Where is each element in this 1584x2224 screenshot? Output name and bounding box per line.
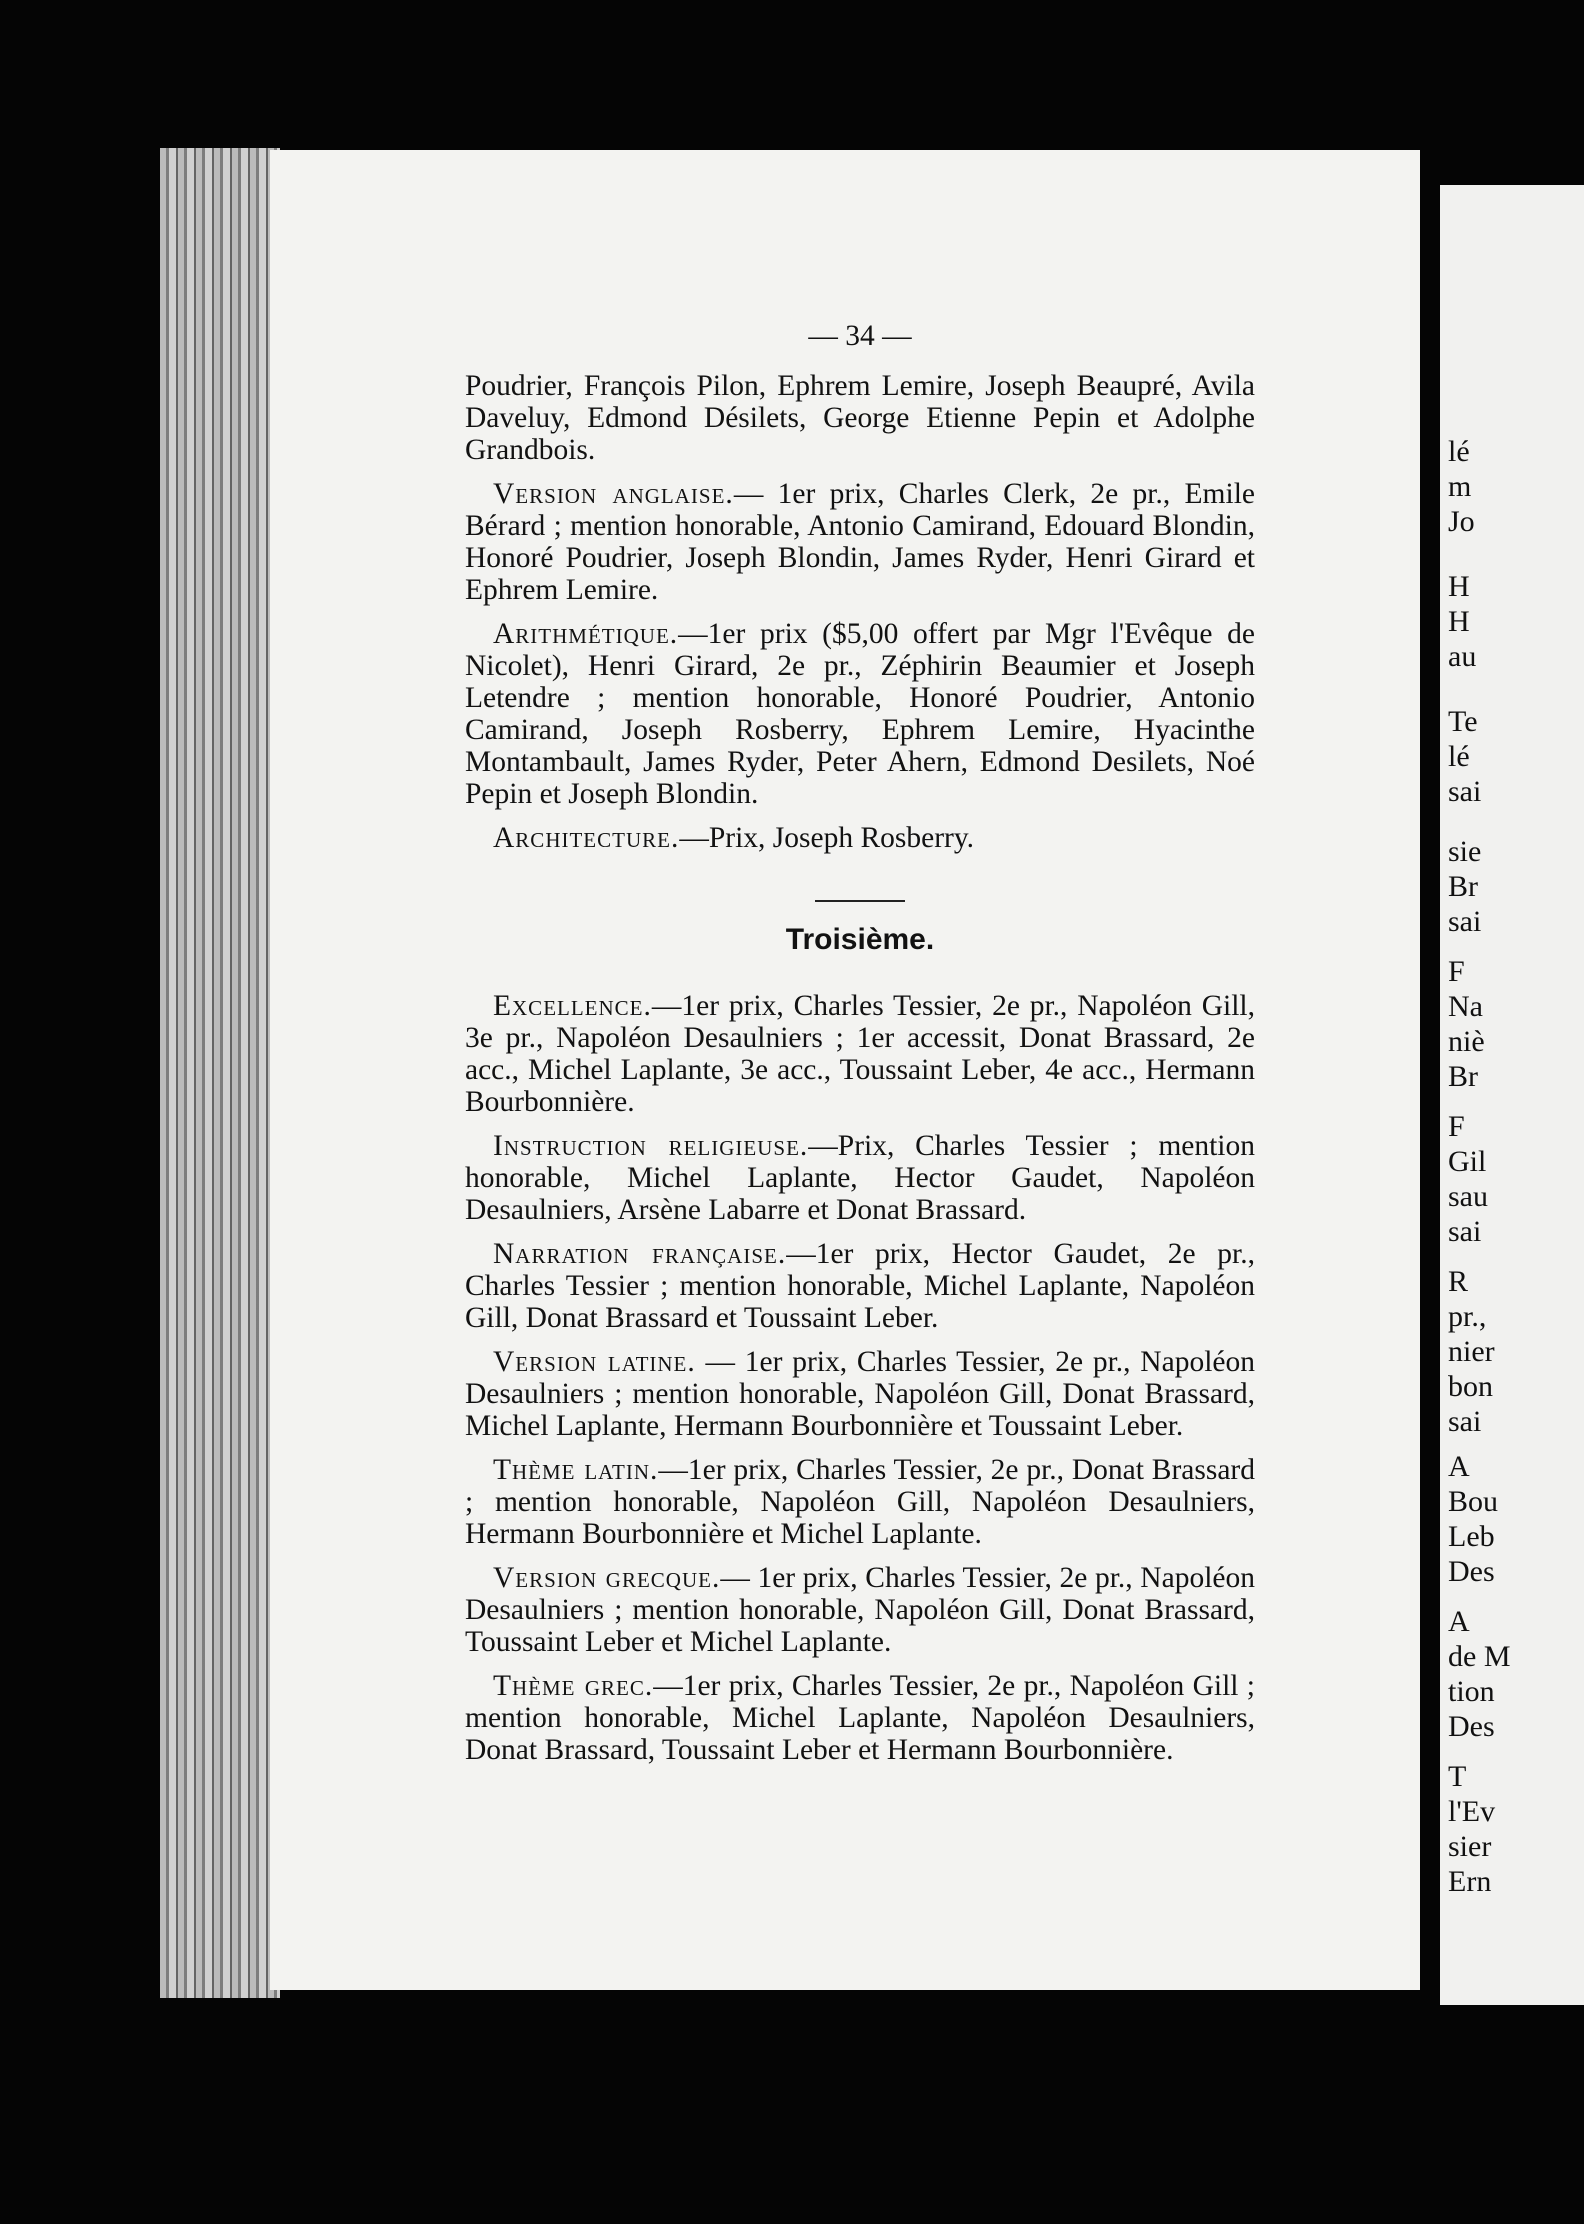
section-divider <box>815 900 905 902</box>
right-page-fragment: nier <box>1448 1335 1495 1368</box>
paragraph-text: —1er prix ($5,00 offert par Mgr l'Evêque de Nicolet), Henri Girard, 2e pr., Zéphirin Beaumier et Joseph Letendre ; mention honorable, Honoré Poudrier, Antonio Camirand, Joseph Rosberry, Ephrem Lemire, Hyacinthe Montambault, James Ryder, Peter Ahern, Edmond Desilets, Noé Pepin et Joseph Blondin. <box>465 618 1255 810</box>
right-page-fragment: Br <box>1448 1060 1478 1093</box>
paragraph-text: —1er prix, Charles Tessier, 2e pr., Donat Brassard ; mention honorable, Napoléon Gill, Napoléon Desaulniers, Hermann Bourbonnière et Michel Laplante. <box>465 1454 1255 1550</box>
paragraph-text: —Prix, Joseph Rosberry. <box>679 822 975 854</box>
paragraph <box>465 822 1255 854</box>
right-page-fragment: tion <box>1448 1675 1495 1708</box>
paragraph-lead: Version grecque. <box>493 1562 721 1594</box>
right-page-fragment: sai <box>1448 905 1482 938</box>
paragraph <box>465 1562 1255 1658</box>
paragraph <box>465 1454 1255 1550</box>
paragraph <box>465 990 1255 1118</box>
right-page-fragment: Na <box>1448 990 1483 1023</box>
paragraph-lead: Version latine. <box>493 1346 696 1378</box>
page-number: — 34 — <box>808 320 912 352</box>
right-page-fragment: sai <box>1448 1215 1482 1248</box>
book-gutter <box>160 148 280 1998</box>
paragraph <box>465 478 1255 606</box>
paragraph-lead: Excellence. <box>493 990 652 1022</box>
right-page-fragment: Des <box>1448 1555 1495 1588</box>
right-page-fragment: Ern <box>1448 1865 1492 1898</box>
paragraph-text: — 1er prix, Charles Tessier, 2e pr., Napoléon Desaulniers ; mention honorable, Napoléon Gill, Donat Brassard, Toussaint Leber et Michel Laplante. <box>465 1562 1255 1658</box>
right-page-fragment: Leb <box>1448 1520 1495 1553</box>
right-page-fragment: sau <box>1448 1180 1488 1213</box>
paragraph-lead: Instruction religieuse. <box>493 1130 809 1162</box>
right-page-fragment: Bou <box>1448 1485 1499 1518</box>
right-page-edge <box>1440 185 1584 2005</box>
right-page-fragment: Des <box>1448 1710 1495 1743</box>
paragraph-text: — 1er prix, Charles Clerk, 2e pr., Emile Bérard ; mention honorable, Antonio Camirand, Edouard Blondin, Honoré Poudrier, Joseph Blondin, James Ryder, Henri Girard et Ephrem Lemire. <box>465 478 1255 606</box>
paragraph <box>465 1670 1255 1766</box>
page-content <box>465 320 1255 1778</box>
right-page-fragment: Br <box>1448 870 1478 903</box>
right-page-fragment: m <box>1448 470 1472 503</box>
right-page-fragment: F <box>1448 955 1465 988</box>
paragraph-lead: Thème grec. <box>493 1670 654 1702</box>
right-page-fragment: H <box>1448 605 1470 638</box>
right-page-fragment: A <box>1448 1450 1470 1483</box>
right-page-fragment: H <box>1448 570 1470 603</box>
right-page-fragment: bon <box>1448 1370 1493 1403</box>
right-page-fragment: F <box>1448 1110 1465 1143</box>
right-page-fragment: sai <box>1448 1405 1482 1438</box>
right-page-fragment: T <box>1448 1760 1467 1793</box>
right-page-fragment: lé <box>1448 740 1470 773</box>
paragraph-text: —Prix, Charles Tessier ; mention honorable, Michel Laplante, Hector Gaudet, Napoléon Desaulniers, Arsène Labarre et Donat Brassard. <box>465 1130 1255 1226</box>
right-page-fragment: Gil <box>1448 1145 1487 1178</box>
right-page-fragment: niè <box>1448 1025 1485 1058</box>
paragraph <box>465 1238 1255 1334</box>
paragraph-text: —1er prix, Charles Tessier, 2e pr., Napoléon Gill, 3e pr., Napoléon Desaulniers ; 1er accessit, Donat Brassard, 2e acc., Michel Laplante, 3e acc., Toussaint Leber, 4e acc., Hermann Bourbonnière. <box>465 990 1255 1118</box>
right-page-fragment: sai <box>1448 775 1482 808</box>
paragraph-text: — 1er prix, Charles Tessier, 2e pr., Napoléon Desaulniers ; mention honorable, Napoléon Gill, Donat Brassard, Michel Laplante, Hermann Bourbonnière et Toussaint Leber. <box>465 1346 1255 1442</box>
right-page-fragment: pr., <box>1448 1300 1487 1333</box>
paragraph <box>465 618 1255 810</box>
right-page-fragment: au <box>1448 640 1477 673</box>
section-title: Troisième. <box>785 923 935 956</box>
right-page-fragment: de M <box>1448 1640 1511 1673</box>
right-page-fragment: Te <box>1448 705 1478 738</box>
paragraph-text: Poudrier, François Pilon, Ephrem Lemire, Joseph Beaupré, Avila Daveluy, Edmond Désilets, George Etienne Pepin et Adolphe Grandbois. <box>465 370 1255 466</box>
paragraph <box>465 1130 1255 1226</box>
right-page-fragment: l'Ev <box>1448 1795 1496 1828</box>
paragraph <box>465 1346 1255 1442</box>
right-page-fragment: sier <box>1448 1830 1492 1863</box>
paragraph-lead: Arithmétique. <box>493 618 679 650</box>
right-page-fragment: A <box>1448 1605 1470 1638</box>
paragraph-text: —1er prix, Charles Tessier, 2e pr., Napoléon Gill ; mention honorable, Michel Laplante, Napoléon Desaulniers, Donat Brassard, Toussaint Leber et Hermann Bourbonnière. <box>465 1670 1255 1766</box>
right-page-fragment: lé <box>1448 435 1470 468</box>
paragraph-lead: Architecture. <box>493 822 680 854</box>
paragraph-lead: Version anglaise. <box>493 478 734 510</box>
right-page-fragment: Jo <box>1448 505 1475 538</box>
paragraph <box>465 370 1255 466</box>
paragraph-lead: Narration française. <box>493 1238 787 1270</box>
paragraph-lead: Thème latin. <box>493 1454 659 1486</box>
paragraph-text: —1er prix, Hector Gaudet, 2e pr., Charles Tessier ; mention honorable, Michel Laplante, Napoléon Gill, Donat Brassard et Toussaint Leber. <box>465 1238 1255 1334</box>
right-page-fragment: R <box>1448 1265 1469 1298</box>
right-page-fragment: sie <box>1448 835 1482 868</box>
